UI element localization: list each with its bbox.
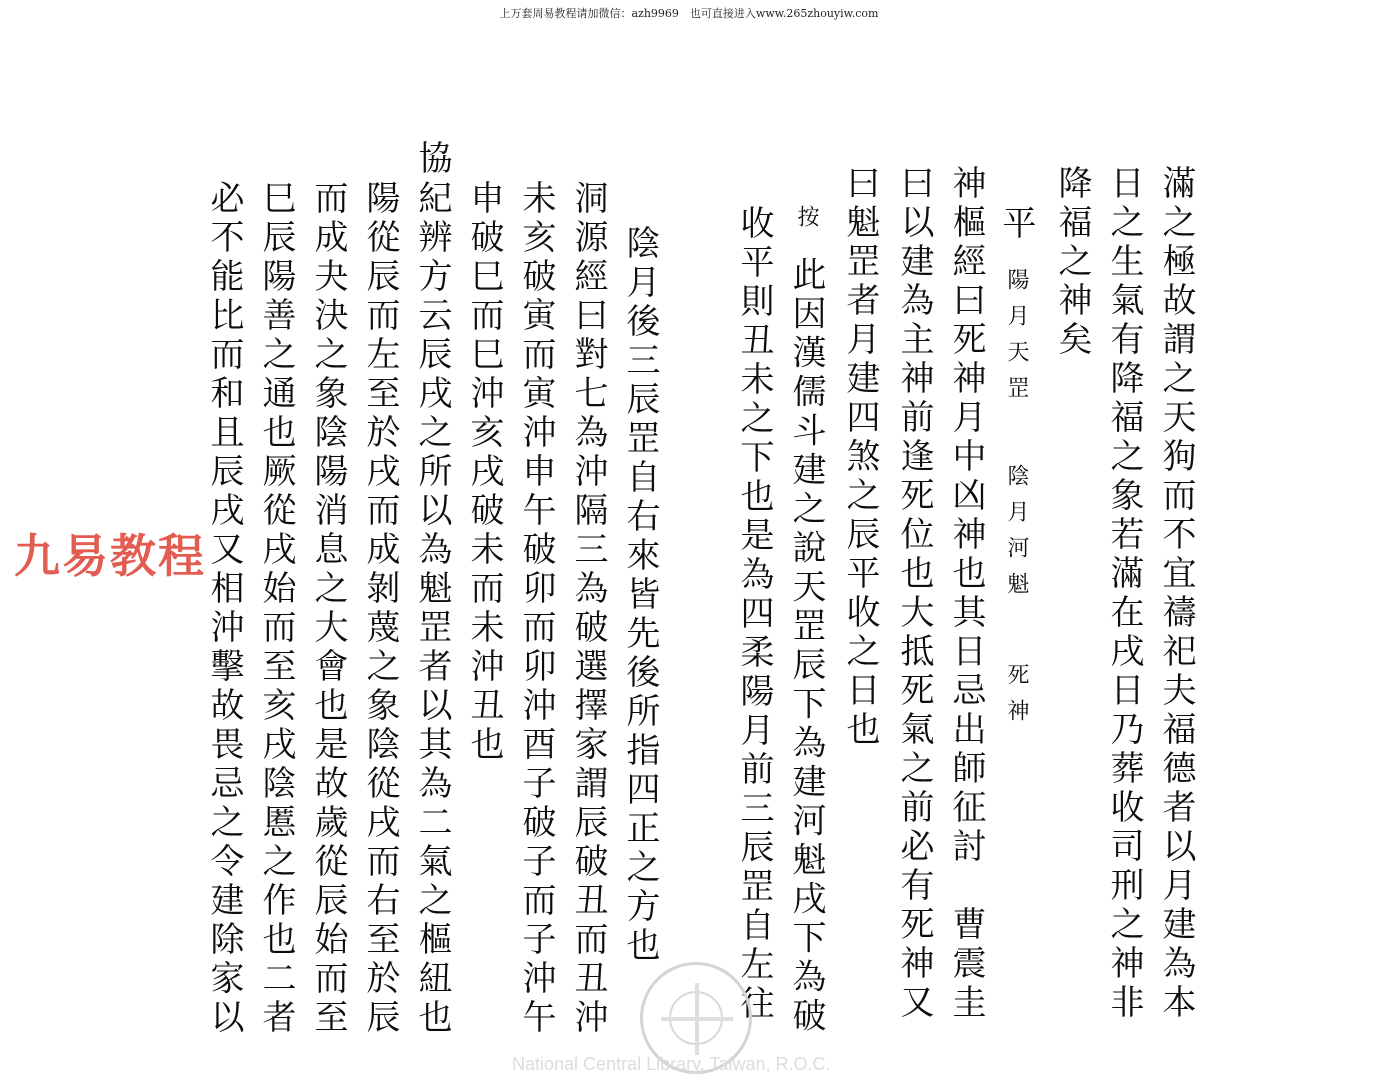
watermark-logo: 九易教程 [14,529,206,583]
text-column-4 [996,205,1036,735]
column-8-text: 此因漢儒斗建之說天罡辰下為建河魁戌下為破 [786,256,826,1037]
column-4-head: 平 [996,205,1036,244]
top-banner: 上万套周易教程请加微信：azh9969 也可直接进入www.265zhouyiw.com [499,7,879,20]
text-column-3: 降福之神矣 [1052,165,1092,360]
seal-footer-text: National Central Library, Taiwan, R.O.C. [512,1054,831,1074]
text-column-9: 收平則丑未之下也是為四柔陽月前三辰罡自左往 [734,205,774,1024]
text-column-8 [786,205,826,1037]
text-column-13: 申破巳而巳沖亥戌破未而未沖丑也 [464,180,504,765]
column-4-note-c: 死神 [1004,663,1029,736]
text-column-16: 陽從辰而左至於戌而成剝蔑之象陰從戌而右至於辰 [360,180,400,1038]
text-column-18: 巳辰陽善之通也厥從戌始而至亥戌陰慝之作也二者 [256,180,296,1038]
text-column-17: 而成夬決之象陰陽消息之大會也是故歲從辰始而至 [308,180,348,1038]
column-8-marker: 按 [794,205,819,241]
text-column-12: 未亥破寅而寅沖申午破卯而卯沖酉子破子而子沖午 [516,180,556,1038]
text-column-6: 曰以建為主神前逢死位也大抵死氣之前必有死神又 [894,165,934,1023]
text-column-1: 滿之極故謂之天狗而不宜禱祀夫福德者以月建為本 [1156,165,1196,1023]
text-column-14: 協 [412,140,452,179]
column-4-note-b: 陰月河魁 [1004,463,1029,608]
text-column-10: 陰月後三辰罡自右來皆先後所指四正之方也 [620,225,660,966]
text-column-15: 紀辨方云辰戌之所以為魁罡者以其為二氣之樞紐也 [412,180,452,1038]
text-column-2: 日之生氣有降福之象若滿在戌日乃葬收司刑之神非 [1104,165,1144,1023]
text-column-11: 洞源經曰對七為沖隔三為破選擇家謂辰破丑而丑沖 [568,180,608,1038]
column-4-note-a: 陽月天罡 [1004,267,1029,412]
text-column-7: 曰魁罡者月建四煞之辰平收之日也 [840,165,880,750]
text-column-19: 必不能比而和且辰戌又相沖擊故畏忌之令建除家以 [204,180,244,1038]
text-column-5: 神樞經曰死神月中凶神也其日忌出師征討 曹震圭 [946,165,986,1023]
